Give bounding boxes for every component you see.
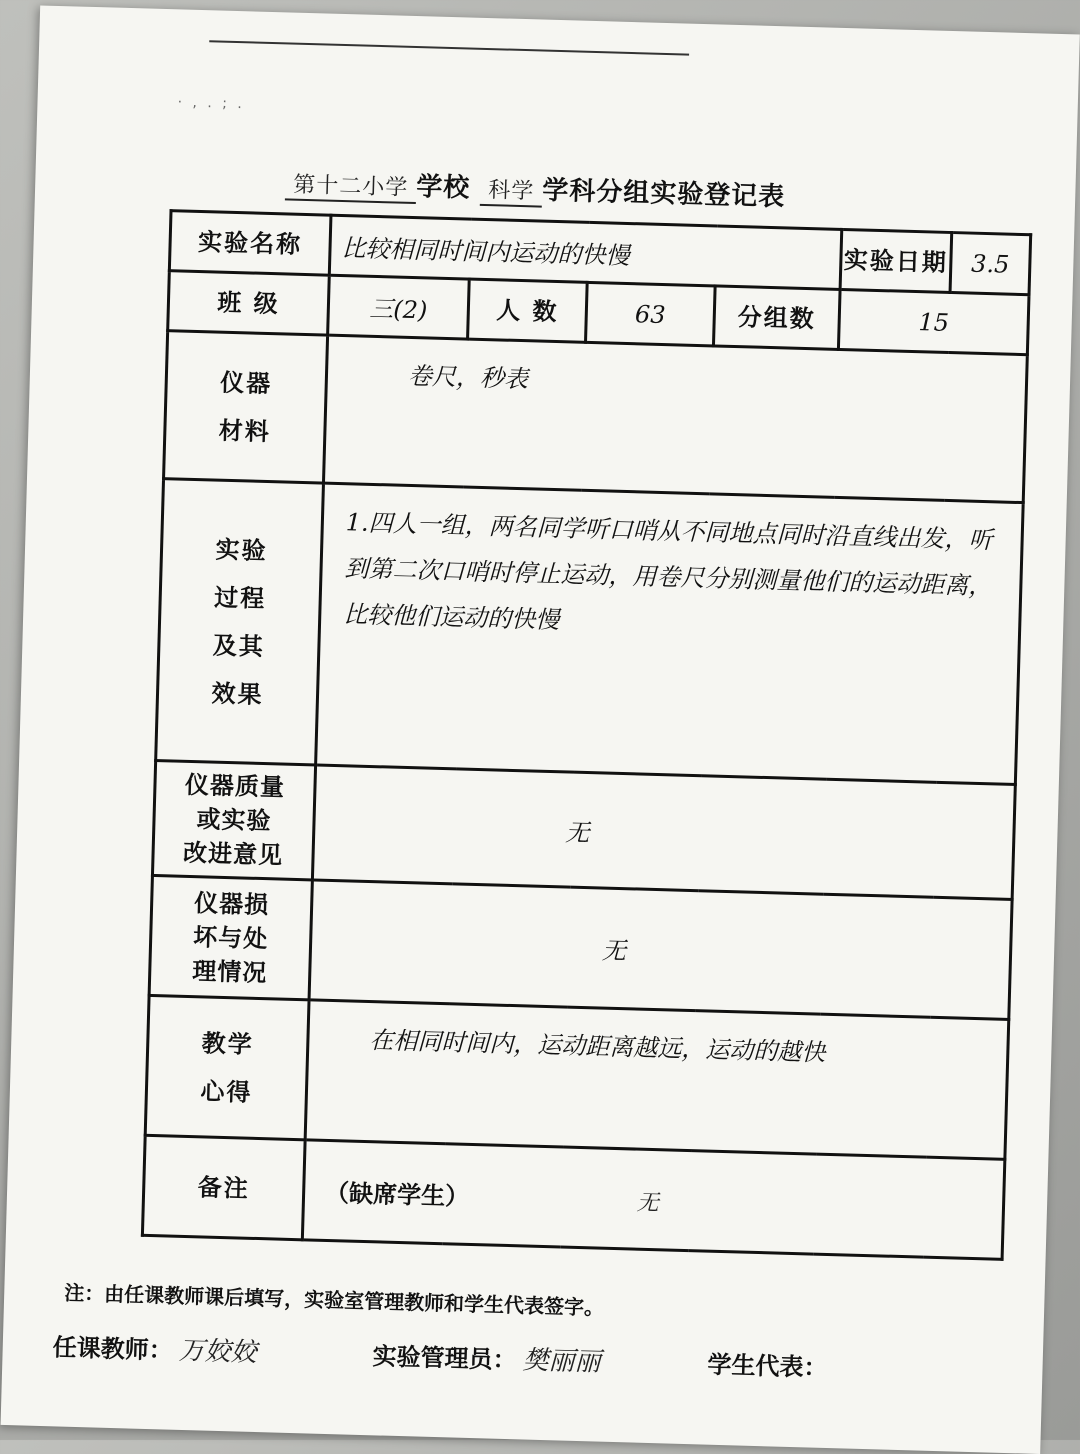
experiment-date-label: 实验日期 <box>840 229 952 292</box>
teaching-value: 在相同时间内，运动距离越远，运动的越快 <box>305 1000 1009 1159</box>
damage-value: 无 <box>309 880 1012 1019</box>
class-value: 三(2) <box>328 275 470 339</box>
process-label-line2: 过程 <box>213 583 267 613</box>
teaching-label-line2: 心得 <box>200 1076 253 1107</box>
row-teaching <box>145 995 1009 1159</box>
title-rest: 学科分组实验登记表 <box>541 175 786 213</box>
school-label: 学校 <box>415 172 471 204</box>
damage-label-line2: 坏与处 <box>192 922 269 953</box>
materials-label-line2: 材料 <box>218 416 272 446</box>
materials-value: 卷尺，秒表 <box>323 335 1027 502</box>
row-materials <box>164 331 1028 503</box>
row-damage <box>149 875 1012 1019</box>
damage-label-line3: 理情况 <box>191 956 268 987</box>
top-rule <box>209 40 689 55</box>
process-value: 1.四人一组，两名同学听口哨从不同地点同时沿直线出发，听到第二次口哨时停止运动，用卷尺分别测量他们的运动距离，比较他们运动的快慢 <box>316 483 1024 784</box>
lab-admin-signature: 樊丽丽 <box>522 1345 601 1378</box>
process-label <box>156 479 324 765</box>
count-label: 人 数 <box>468 279 588 342</box>
footer-note: 注：由任课教师课后填写，实验室管理教师和学生代表签字。 <box>63 1280 605 1320</box>
count-value: 63 <box>586 282 716 346</box>
remarks-value: 无 <box>636 1190 659 1217</box>
school-handwritten: 第十二小学 <box>285 167 417 204</box>
damage-label <box>149 875 312 999</box>
quality-label <box>152 760 315 879</box>
absent-students-label: （缺席学生） <box>324 1178 470 1211</box>
form-paper <box>1 5 1080 1453</box>
teacher-signature-block <box>52 1326 257 1369</box>
lab-admin-signature-block <box>372 1335 601 1378</box>
scan-speckle: · , . ; . <box>177 94 246 113</box>
row-process <box>156 479 1024 785</box>
experiment-date-value: 3.5 <box>950 233 1031 295</box>
experiment-form-table <box>141 209 1032 1261</box>
experiment-name-label: 实验名称 <box>169 211 331 275</box>
damage-label-line1: 仪器损 <box>193 888 270 919</box>
teaching-label <box>145 995 309 1139</box>
quality-label-line1: 仪器质量 <box>184 770 286 802</box>
groups-value: 15 <box>838 289 1029 354</box>
materials-label <box>164 331 328 483</box>
remarks-cell <box>302 1140 1005 1260</box>
groups-label: 分组数 <box>713 286 840 349</box>
teacher-label: 任课教师： <box>52 1333 174 1365</box>
process-label-line1: 实验 <box>215 535 268 565</box>
process-label-line4: 效果 <box>211 679 264 709</box>
lab-admin-label: 实验管理员： <box>372 1342 517 1375</box>
process-label-line3: 及其 <box>212 631 266 661</box>
remarks-label: 备注 <box>142 1135 305 1239</box>
experiment-name-value: 比较相同时间内运动的快慢 <box>329 215 841 289</box>
quality-value: 无 <box>312 765 1015 900</box>
teacher-signature: 万姣姣 <box>178 1335 258 1369</box>
teaching-label-line1: 教学 <box>201 1028 255 1059</box>
quality-label-line3: 改进意见 <box>182 838 284 870</box>
student-rep-signature-block <box>707 1345 828 1383</box>
form-title <box>285 162 846 216</box>
subject-handwritten: 科学 <box>480 173 543 208</box>
quality-label-line2: 或实验 <box>196 805 272 836</box>
student-rep-label: 学生代表： <box>707 1350 828 1382</box>
materials-label-line1: 仪器 <box>219 368 273 398</box>
class-label: 班 级 <box>168 271 330 335</box>
